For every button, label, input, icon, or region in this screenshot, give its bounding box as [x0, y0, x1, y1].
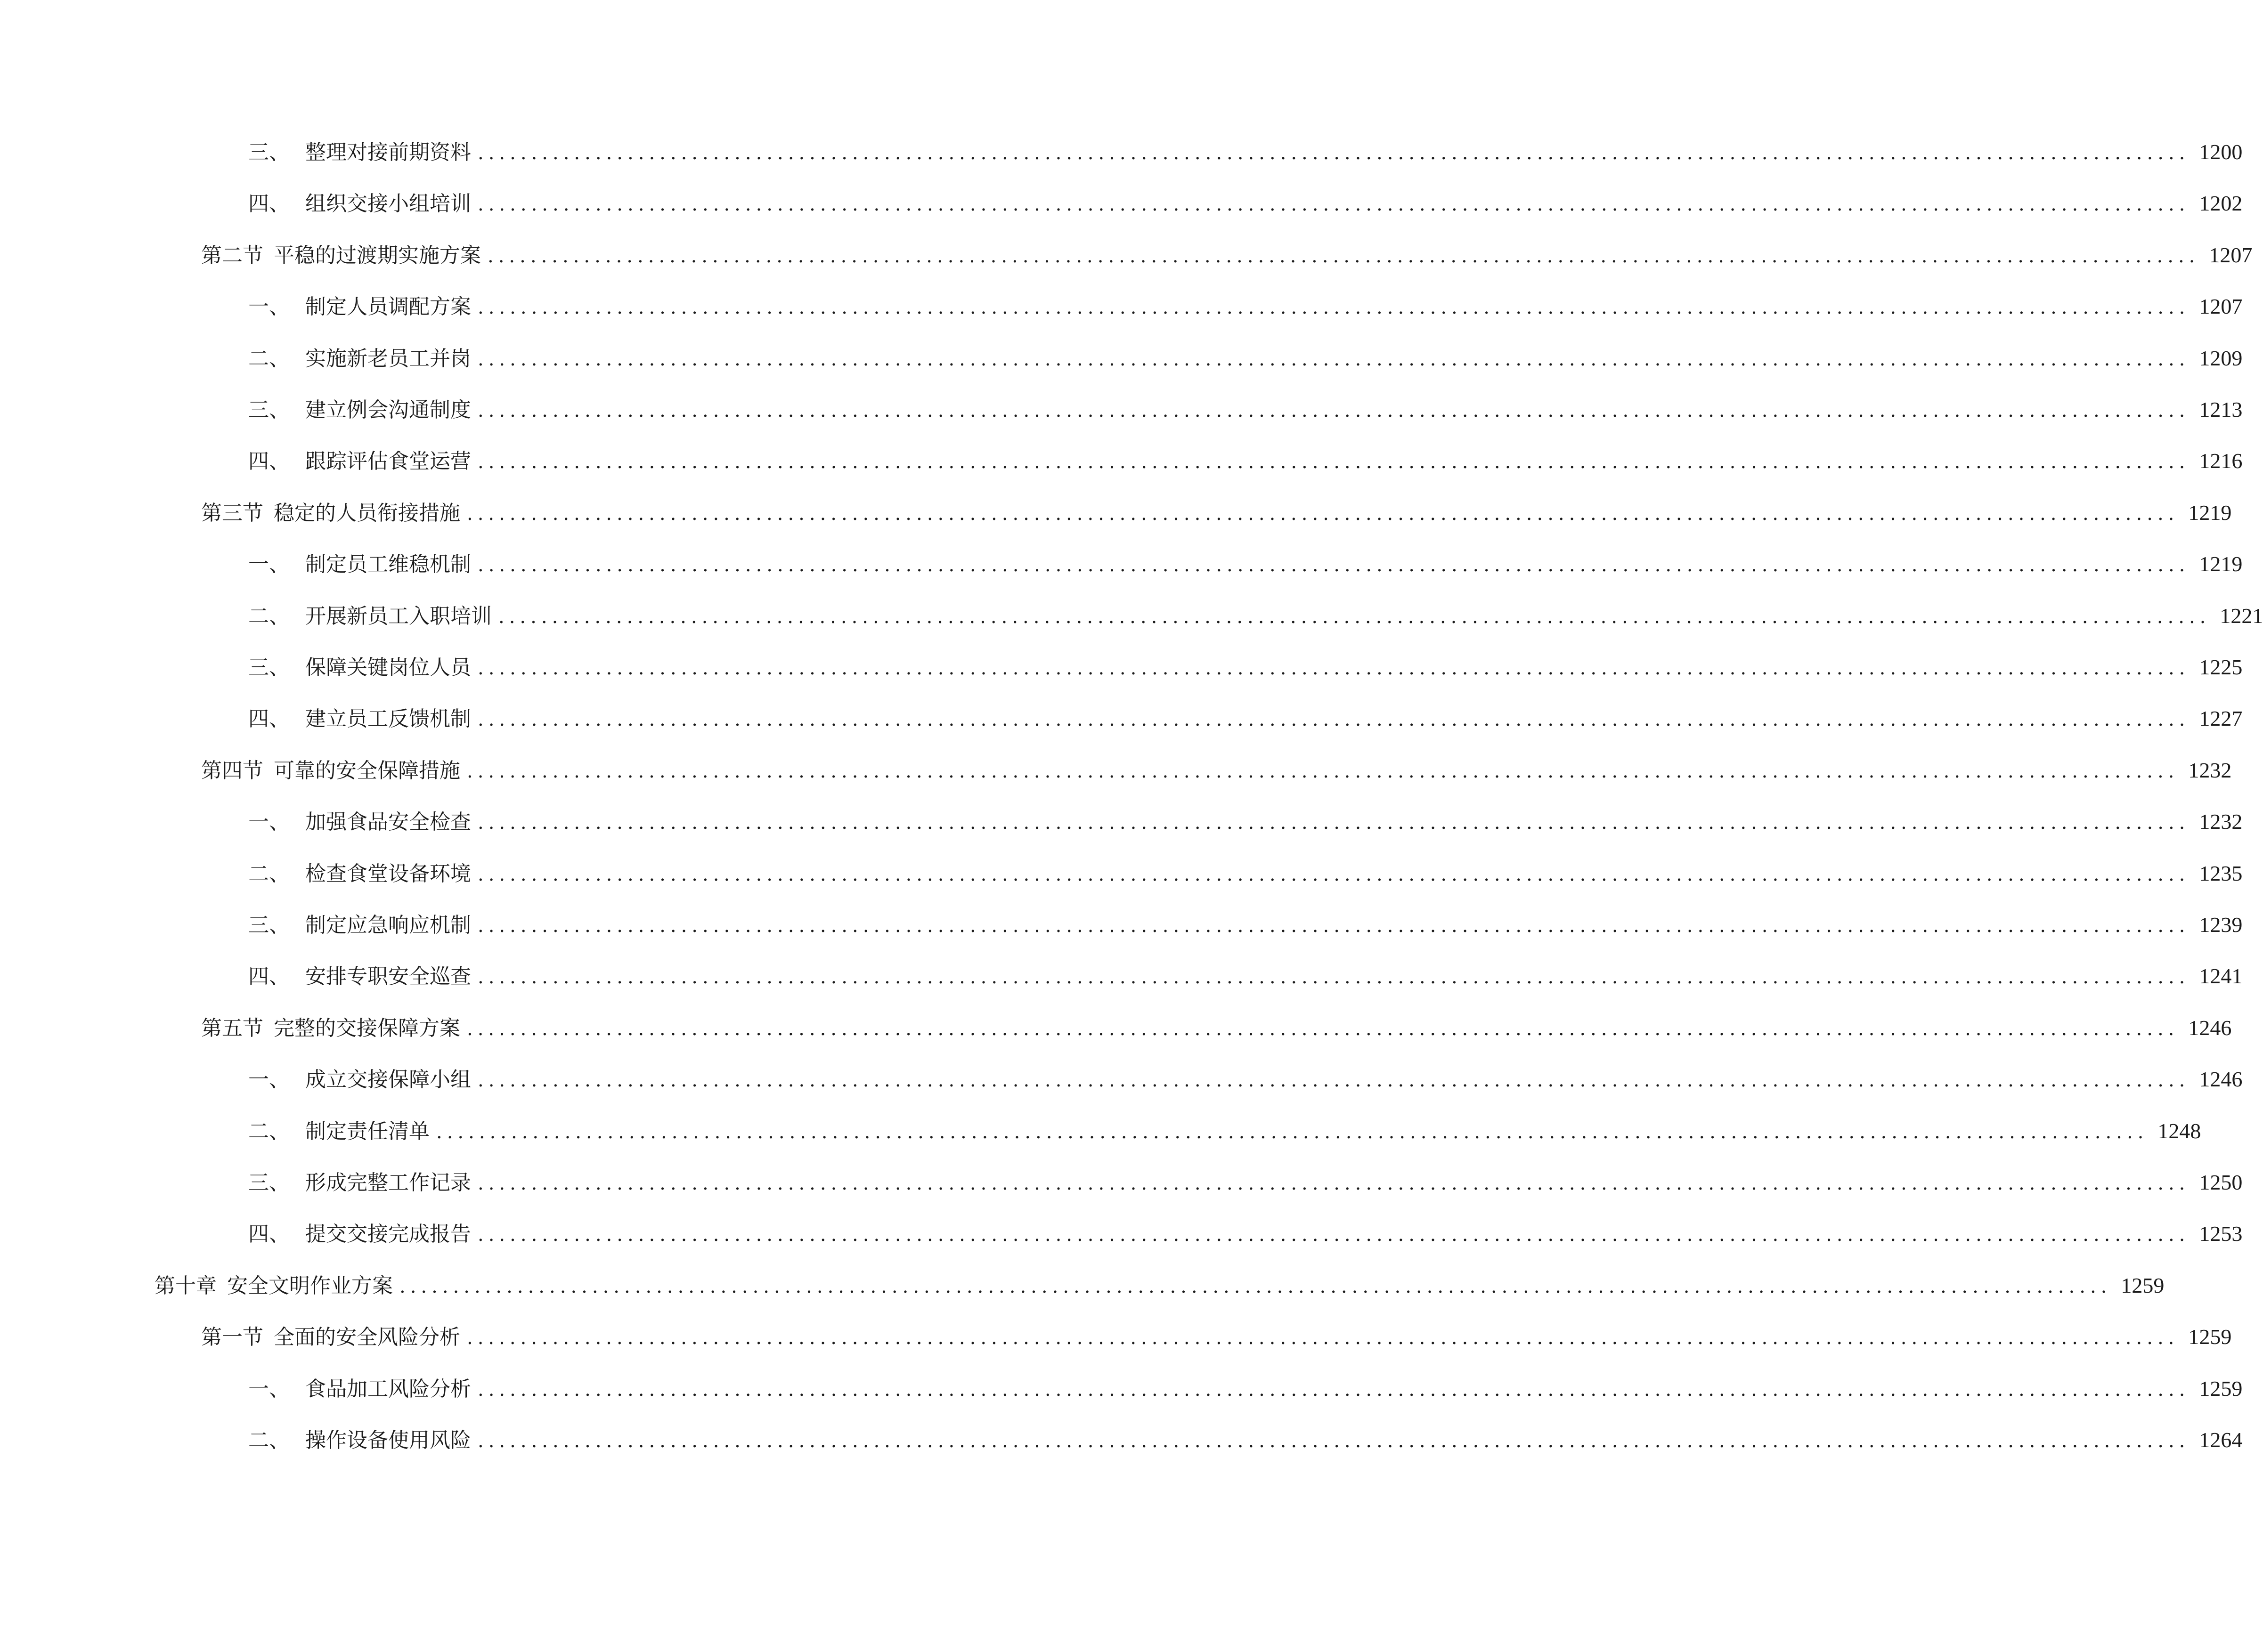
dot-leader: ................................................................................................................................................................ — [478, 863, 2190, 885]
toc-entry-section[interactable] — [201, 239, 2253, 272]
toc-entry-page-number: 1259 — [2121, 1273, 2165, 1297]
toc-entry-item[interactable] — [248, 445, 2243, 478]
dot-leader: ................................................................................................................................................................ — [478, 1224, 2190, 1246]
toc-entry-title: 整理对接前期资料 — [305, 140, 471, 164]
toc-entry-chapter[interactable] — [155, 1269, 2165, 1302]
toc-entry-title: 形成完整工作记录 — [305, 1171, 471, 1195]
toc-entry-title: 制定员工维稳机制 — [305, 552, 471, 577]
toc-entry-number: 第二节 — [201, 243, 263, 267]
toc-entry-item[interactable] — [248, 1424, 2243, 1457]
toc-entry-item[interactable] — [248, 136, 2243, 169]
toc-entry-number: 二、 — [248, 861, 290, 886]
toc-entry-title: 建立例会沟通制度 — [305, 398, 471, 422]
toc-entry-number: 二、 — [248, 604, 290, 628]
dot-leader: ................................................................................................................................................................ — [478, 812, 2190, 834]
dot-leader: ................................................................................................................................................................ — [478, 966, 2190, 988]
toc-entry-page-number: 1264 — [2199, 1428, 2243, 1452]
toc-entry-number: 第十章 — [155, 1273, 217, 1298]
toc-entry-number: 一、 — [248, 810, 290, 834]
toc-entry-title: 安全文明作业方案 — [227, 1273, 393, 1298]
toc-entry-page-number: 1259 — [2199, 1376, 2243, 1401]
toc-entry-number: 第四节 — [201, 758, 263, 783]
dot-leader: ................................................................................................................................................................ — [488, 245, 2200, 267]
toc-entry-page-number: 1207 — [2209, 243, 2253, 267]
toc-entry-number: 四、 — [248, 1222, 290, 1247]
toc-entry-number: 四、 — [248, 707, 290, 731]
toc-entry-number: 三、 — [248, 913, 290, 937]
toc-entry-title: 保障关键岗位人员 — [305, 656, 471, 680]
toc-entry-page-number: 1232 — [2199, 810, 2243, 834]
toc-entry-page-number: 1253 — [2199, 1222, 2243, 1246]
dot-leader: ................................................................................................................................................................ — [467, 502, 2179, 525]
toc-entry-item[interactable] — [248, 599, 2263, 632]
dot-leader: ................................................................................................................................................................ — [478, 1069, 2190, 1092]
toc-entry-title: 完整的交接保障方案 — [274, 1016, 460, 1040]
toc-entry-item[interactable] — [248, 1217, 2243, 1250]
toc-entry-page-number: 1213 — [2199, 397, 2243, 421]
toc-entry-title: 制定责任清单 — [305, 1119, 430, 1143]
toc-entry-number: 一、 — [248, 1377, 290, 1401]
dot-leader: ................................................................................................................................................................ — [478, 554, 2190, 576]
dot-leader: ................................................................................................................................................................ — [478, 1173, 2190, 1194]
toc-entry-page-number: 1221 — [2220, 603, 2263, 628]
toc-entry-title: 跟踪评估食堂运营 — [305, 449, 471, 474]
toc-entry-number: 第五节 — [201, 1016, 263, 1040]
toc-entry-item[interactable] — [248, 651, 2243, 684]
toc-entry-page-number: 1227 — [2199, 706, 2243, 731]
toc-entry-number: 四、 — [248, 192, 290, 216]
toc-entry-title: 制定人员调配方案 — [305, 295, 471, 319]
toc-entry-page-number: 1250 — [2199, 1170, 2243, 1194]
dot-leader: ................................................................................................................................................................ — [467, 1327, 2179, 1349]
toc-entry-title: 食品加工风险分析 — [305, 1377, 471, 1401]
toc-entry-title: 稳定的人员衔接措施 — [274, 501, 460, 525]
toc-entry-item[interactable] — [248, 187, 2243, 220]
dot-leader: ................................................................................................................................................................ — [498, 606, 2211, 628]
dot-leader: ................................................................................................................................................................ — [467, 760, 2179, 782]
toc-entry-number: 三、 — [248, 656, 290, 680]
toc-entry-number: 三、 — [248, 1171, 290, 1195]
toc-entry-title: 成立交接保障小组 — [305, 1068, 471, 1092]
toc-entry-title: 建立员工反馈机制 — [305, 707, 471, 731]
toc-entry-section[interactable] — [201, 1320, 2232, 1353]
toc-entry-section[interactable] — [201, 1012, 2232, 1045]
toc-entry-number: 二、 — [248, 1119, 290, 1143]
toc-entry-item[interactable] — [248, 1372, 2243, 1405]
toc-entry-item[interactable] — [248, 857, 2243, 890]
toc-entry-title: 平稳的过渡期实施方案 — [274, 243, 481, 267]
toc-entry-page-number: 1202 — [2199, 191, 2243, 216]
toc-entry-number: 四、 — [248, 449, 290, 474]
toc-entry-page-number: 1246 — [2199, 1067, 2243, 1092]
toc-entry-item[interactable] — [248, 908, 2243, 941]
toc-entry-page-number: 1259 — [2188, 1325, 2232, 1349]
toc-entry-item[interactable] — [248, 342, 2243, 375]
toc-entry-number: 三、 — [248, 140, 290, 164]
dot-leader: ................................................................................................................................................................ — [478, 1378, 2190, 1401]
toc-entry-section[interactable] — [201, 754, 2232, 787]
toc-entry-item[interactable] — [248, 1063, 2243, 1096]
dot-leader: ................................................................................................................................................................ — [478, 194, 2190, 216]
dot-leader: ................................................................................................................................................................ — [478, 451, 2190, 473]
toc-entry-page-number: 1216 — [2199, 449, 2243, 473]
toc-entry-item[interactable] — [248, 290, 2243, 323]
toc-entry-number: 四、 — [248, 964, 290, 989]
toc-entry-title: 开展新员工入职培训 — [305, 604, 492, 628]
toc-entry-page-number: 1246 — [2188, 1015, 2232, 1040]
toc-entry-number: 一、 — [248, 295, 290, 319]
toc-entry-number: 一、 — [248, 1068, 290, 1092]
toc-entry-title: 全面的安全风险分析 — [274, 1325, 460, 1350]
dot-leader: ................................................................................................................................................................ — [478, 915, 2190, 937]
toc-entry-title: 制定应急响应机制 — [305, 913, 471, 937]
dot-leader: ................................................................................................................................................................ — [467, 1018, 2179, 1040]
toc-entry-page-number: 1241 — [2199, 964, 2243, 988]
dot-leader: ................................................................................................................................................................ — [478, 657, 2190, 679]
dot-leader: ................................................................................................................................................................ — [478, 400, 2190, 421]
toc-entry-title: 加强食品安全检查 — [305, 810, 471, 834]
toc-entry-page-number: 1219 — [2199, 552, 2243, 576]
toc-entry-number: 第三节 — [201, 501, 263, 525]
toc-entry-page-number: 1200 — [2199, 140, 2243, 164]
toc-entry-number: 二、 — [248, 346, 290, 371]
dot-leader: ................................................................................................................................................................ — [478, 709, 2190, 731]
dot-leader: ................................................................................................................................................................ — [478, 142, 2190, 164]
dot-leader: ................................................................................................................................................................ — [436, 1121, 2149, 1143]
toc-entry-title: 安排专职安全巡查 — [305, 964, 471, 989]
toc-entry-item[interactable] — [248, 1115, 2201, 1148]
toc-entry-title: 可靠的安全保障措施 — [274, 758, 460, 783]
toc-entry-item[interactable] — [248, 805, 2243, 838]
toc-entry-title: 实施新老员工并岗 — [305, 346, 471, 371]
toc-entry-page-number: 1235 — [2199, 861, 2243, 885]
dot-leader: ................................................................................................................................................................ — [478, 348, 2190, 370]
toc-entry-page-number: 1248 — [2157, 1118, 2201, 1143]
toc-entry-item[interactable] — [248, 393, 2243, 426]
toc-entry-item[interactable] — [248, 1166, 2243, 1199]
toc-entry-page-number: 1219 — [2188, 500, 2232, 525]
toc-entry-page-number: 1232 — [2188, 758, 2232, 782]
toc-entry-title: 操作设备使用风险 — [305, 1428, 471, 1452]
toc-entry-number: 二、 — [248, 1428, 290, 1452]
dot-leader: ................................................................................................................................................................ — [478, 1430, 2190, 1452]
toc-entry-section[interactable] — [201, 496, 2232, 529]
toc-entry-page-number: 1209 — [2199, 346, 2243, 370]
toc-entry-page-number: 1207 — [2199, 294, 2243, 319]
toc-entry-item[interactable] — [248, 960, 2243, 993]
dot-leader: ................................................................................................................................................................ — [399, 1275, 2112, 1297]
toc-entry-title: 组织交接小组培训 — [305, 192, 471, 216]
toc-entry-number: 第一节 — [201, 1325, 263, 1350]
toc-entry-number: 三、 — [248, 398, 290, 422]
toc-entry-page-number: 1239 — [2199, 913, 2243, 937]
toc-entry-title: 检查食堂设备环境 — [305, 861, 471, 886]
toc-entry-page-number: 1225 — [2199, 655, 2243, 679]
toc-entry-number: 一、 — [248, 552, 290, 577]
toc-entry-title: 提交交接完成报告 — [305, 1222, 471, 1247]
toc-entry-item[interactable] — [248, 548, 2243, 581]
toc-entry-item[interactable] — [248, 702, 2243, 735]
dot-leader: ................................................................................................................................................................ — [478, 297, 2190, 319]
